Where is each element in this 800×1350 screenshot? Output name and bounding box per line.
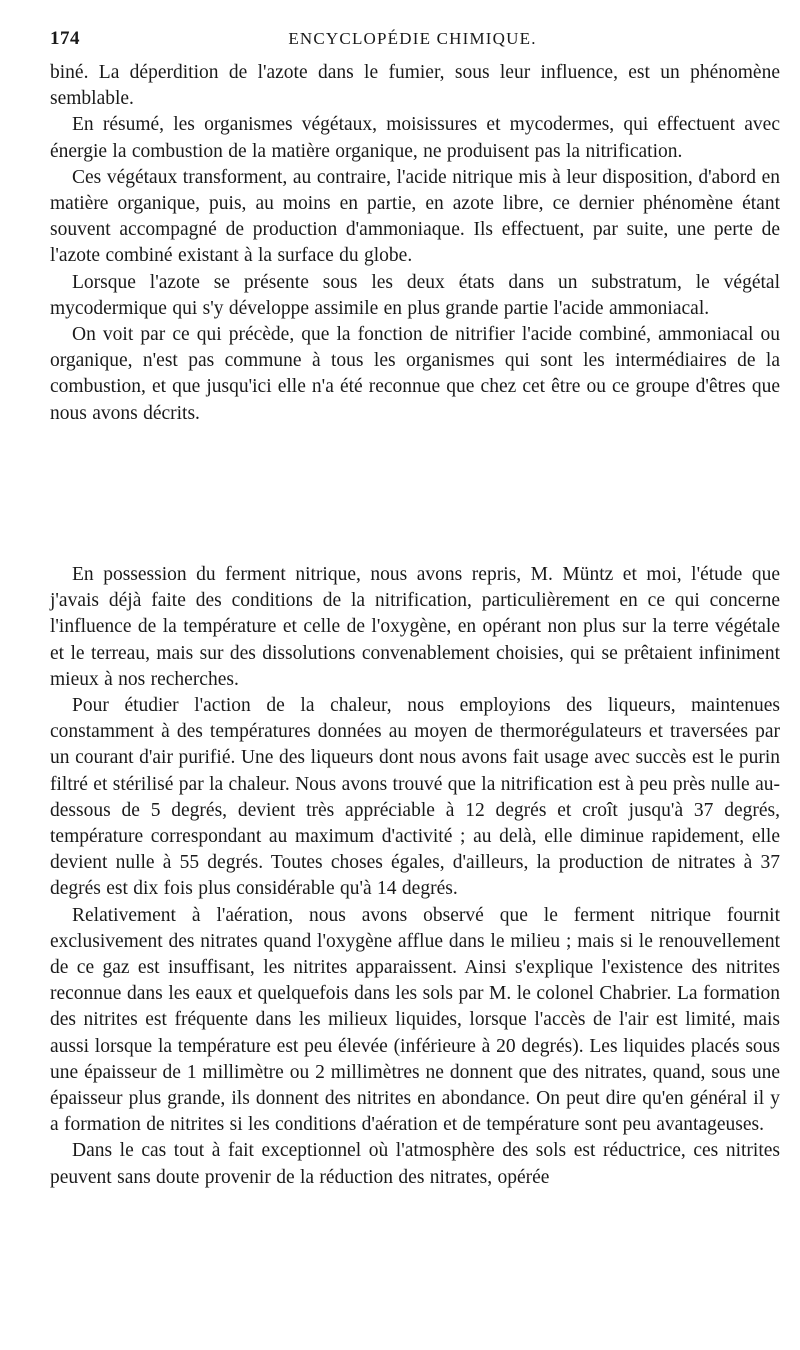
paragraph: Lorsque l'azote se présente sous les deux états dans un substratum, le végétal mycodermique qui s'y développe assimile en plus grande partie l'acide ammoniacal. bbox=[50, 271, 780, 319]
paragraph: biné. La déperdition de l'azote dans le fumier, sous leur influence, est un phénomène semblable. bbox=[50, 62, 780, 110]
paragraph: Pour étudier l'action de la chaleur, nous employions des liqueurs, maintenues constamment à des températures données au moyen de thermorégulateurs et traversées par un courant d'air purifié. Une des liqueurs dont nous avons fait usage avec succès est le purin filtré et stérilisé par la chaleur. Nous avons trouvé que la nitrification est à peu près nulle au-dessous de 5 degrés, devient très appréciable à 12 degrés et croît jusqu'à 37 degrés, température correspondant au maximum d'activité ; au delà, elle diminue rapidement, elle devient nulle à 55 degrés. Toutes choses égales, d'ailleurs, la production de nitrates à 37 degrés est dix fois plus considérable qu'à 14 degrés. bbox=[50, 695, 780, 900]
paragraph: Relativement à l'aération, nous avons observé que le ferment nitrique fournit exclusivement des nitrates quand l'oxygène afflue dans le milieu ; mais si le renouvellement de ce gaz est insuffisant, les nitrites apparaissent. Ainsi s'explique l'existence des nitrites reconnue dans les eaux et quelquefois dans les sols par M. le colonel Chabrier. La formation des nitrites est fréquente dans les milieux liquides, lorsque l'accès de l'air est limité, mais aussi lorsque la température est peu élevée (inférieure à 20 degrés). Les liquides placés sous une épaisseur de 1 millimètre ou 2 millimètres ne donnent que des nitrates, quand, sous une épaisseur plus grande, ils donnent des nitrites en abondance. On peut dire qu'en général il y a formation de nitrites si les conditions d'aération et de température sont peu avantageuses. bbox=[50, 904, 780, 1136]
paragraph: En résumé, les organismes végétaux, moisissures et mycodermes, qui effectuent avec énergie la combustion de la matière organique, ne produisent pas la nitrification. bbox=[50, 114, 780, 162]
page-number: 174 bbox=[50, 28, 80, 49]
running-title: ENCYCLOPÉDIE CHIMIQUE. bbox=[288, 29, 537, 48]
paragraph: Ces végétaux transforment, au contraire, l'acide nitrique mis à leur disposition, d'abord en matière organique, puis, au moins en partie, en azote libre, ce dernier phénomène étant souvent accompagné de production d'ammoniaque. Ils effectuent, par suite, une perte de l'azote combiné existant à la surface du globe. bbox=[50, 166, 780, 267]
page-header bbox=[50, 28, 775, 52]
paragraph: Dans le cas tout à fait exceptionnel où l'atmosphère des sols est réductrice, ces nitrites peuvent sans doute provenir de la réduction des nitrates, opérée bbox=[50, 1140, 780, 1188]
paragraph: On voit par ce qui précède, que la fonction de nitrifier l'acide combiné, ammoniacal ou organique, n'est pas commune à tous les organismes qui sont les intermédiaires de la combustion, et que jusqu'ici elle n'a été reconnue que chez cet être ou ce groupe d'êtres que nous avons décrits. bbox=[50, 324, 780, 424]
text-section-1 bbox=[50, 60, 780, 427]
paragraph: En possession du ferment nitrique, nous avons repris, M. Müntz et moi, l'étude que j'avais déjà faite des conditions de la nitrification, particulièrement en ce qui concerne l'influence de la température et celle de l'oxygène, en opérant non plus sur la terre végétale et le terreau, mais sur des dissolutions convenablement choisies, qui se prêtaient infiniment mieux à nos recherches. bbox=[50, 564, 780, 690]
text-section-2 bbox=[50, 562, 780, 1191]
